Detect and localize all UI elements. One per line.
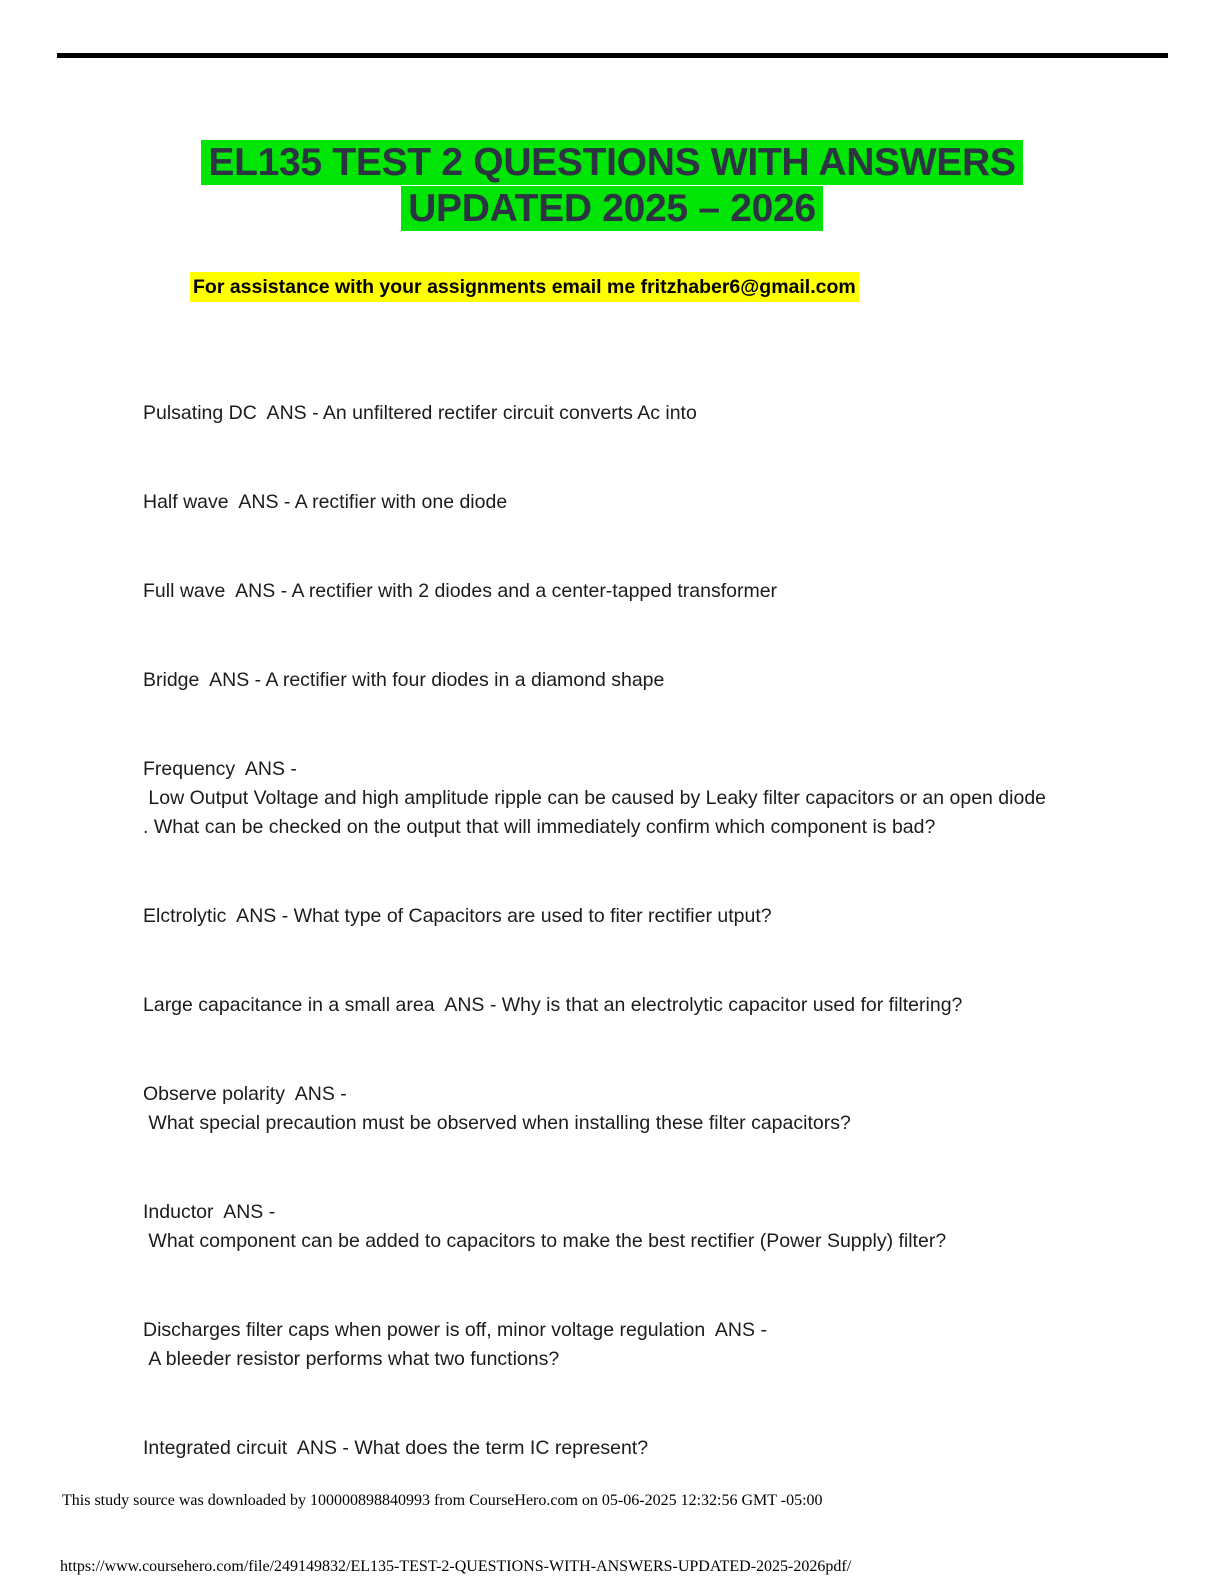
qa-line: Half wave ANS - A rectifier with one diode — [143, 491, 508, 513]
qa-line: Observe polarity ANS - — [143, 1083, 347, 1105]
top-rule — [57, 53, 1168, 58]
qa-item — [143, 1198, 1108, 1256]
qa-item — [143, 902, 1108, 931]
qa-line: A bleeder resistor performs what two functions? — [143, 1348, 560, 1370]
title-line-2: UPDATED 2025 – 2026 — [401, 186, 823, 231]
download-note: This study source was downloaded by 100000898840993 from CourseHero.com on 05-06-2025 12:32:56 GMT -05:00 — [62, 1492, 823, 1509]
qa-line: Frequency ANS - — [143, 758, 297, 780]
qa-line: Integrated circuit ANS - What does the term IC represent? — [143, 1437, 649, 1459]
qa-line: Elctrolytic ANS - What type of Capacitors are used to fiter rectifier utput? — [143, 905, 772, 927]
source-url-link[interactable]: https://www.coursehero.com/file/249149832/EL135-TEST-2-QUESTIONS-WITH-ANSWERS-UPDATED-2025-2026pdf/ — [60, 1558, 852, 1575]
qa-item — [143, 577, 1108, 606]
qa-line: What component can be added to capacitors to make the best rectifier (Power Supply) filter? — [143, 1230, 947, 1252]
contact-line: For assistance with your assignments email me fritzhaber6@gmail.com — [190, 272, 859, 302]
qa-line: Inductor ANS - — [143, 1201, 276, 1223]
title-line-1: EL135 TEST 2 QUESTIONS WITH ANSWERS — [201, 140, 1022, 185]
qa-line: What special precaution must be observed when installing these filter capacitors? — [143, 1112, 851, 1134]
qa-list — [143, 399, 1108, 1523]
qa-line: Pulsating DC ANS - An unfiltered rectifer circuit converts Ac into — [143, 402, 697, 424]
qa-item — [143, 1434, 1108, 1463]
qa-item — [143, 755, 1108, 842]
page-title — [80, 140, 1144, 232]
qa-item — [143, 1080, 1108, 1138]
qa-item — [143, 1316, 1108, 1374]
qa-item — [143, 991, 1108, 1020]
qa-item — [143, 399, 1108, 428]
qa-item — [143, 488, 1108, 517]
qa-item — [143, 666, 1108, 695]
qa-line: Large capacitance in a small area ANS - Why is that an electrolytic capacitor used for filtering? — [143, 994, 963, 1016]
qa-line: Full wave ANS - A rectifier with 2 diodes and a center-tapped transformer — [143, 580, 778, 602]
qa-line: Bridge ANS - A rectifier with four diodes in a diamond shape — [143, 669, 665, 691]
contact-banner — [190, 276, 859, 299]
qa-line: . What can be checked on the output that will immediately confirm which component is bad? — [143, 816, 936, 838]
qa-line: Low Output Voltage and high amplitude ripple can be caused by Leaky filter capacitors or an open diode — [143, 787, 1047, 809]
qa-line: Discharges filter caps when power is off, minor voltage regulation ANS - — [143, 1319, 767, 1341]
